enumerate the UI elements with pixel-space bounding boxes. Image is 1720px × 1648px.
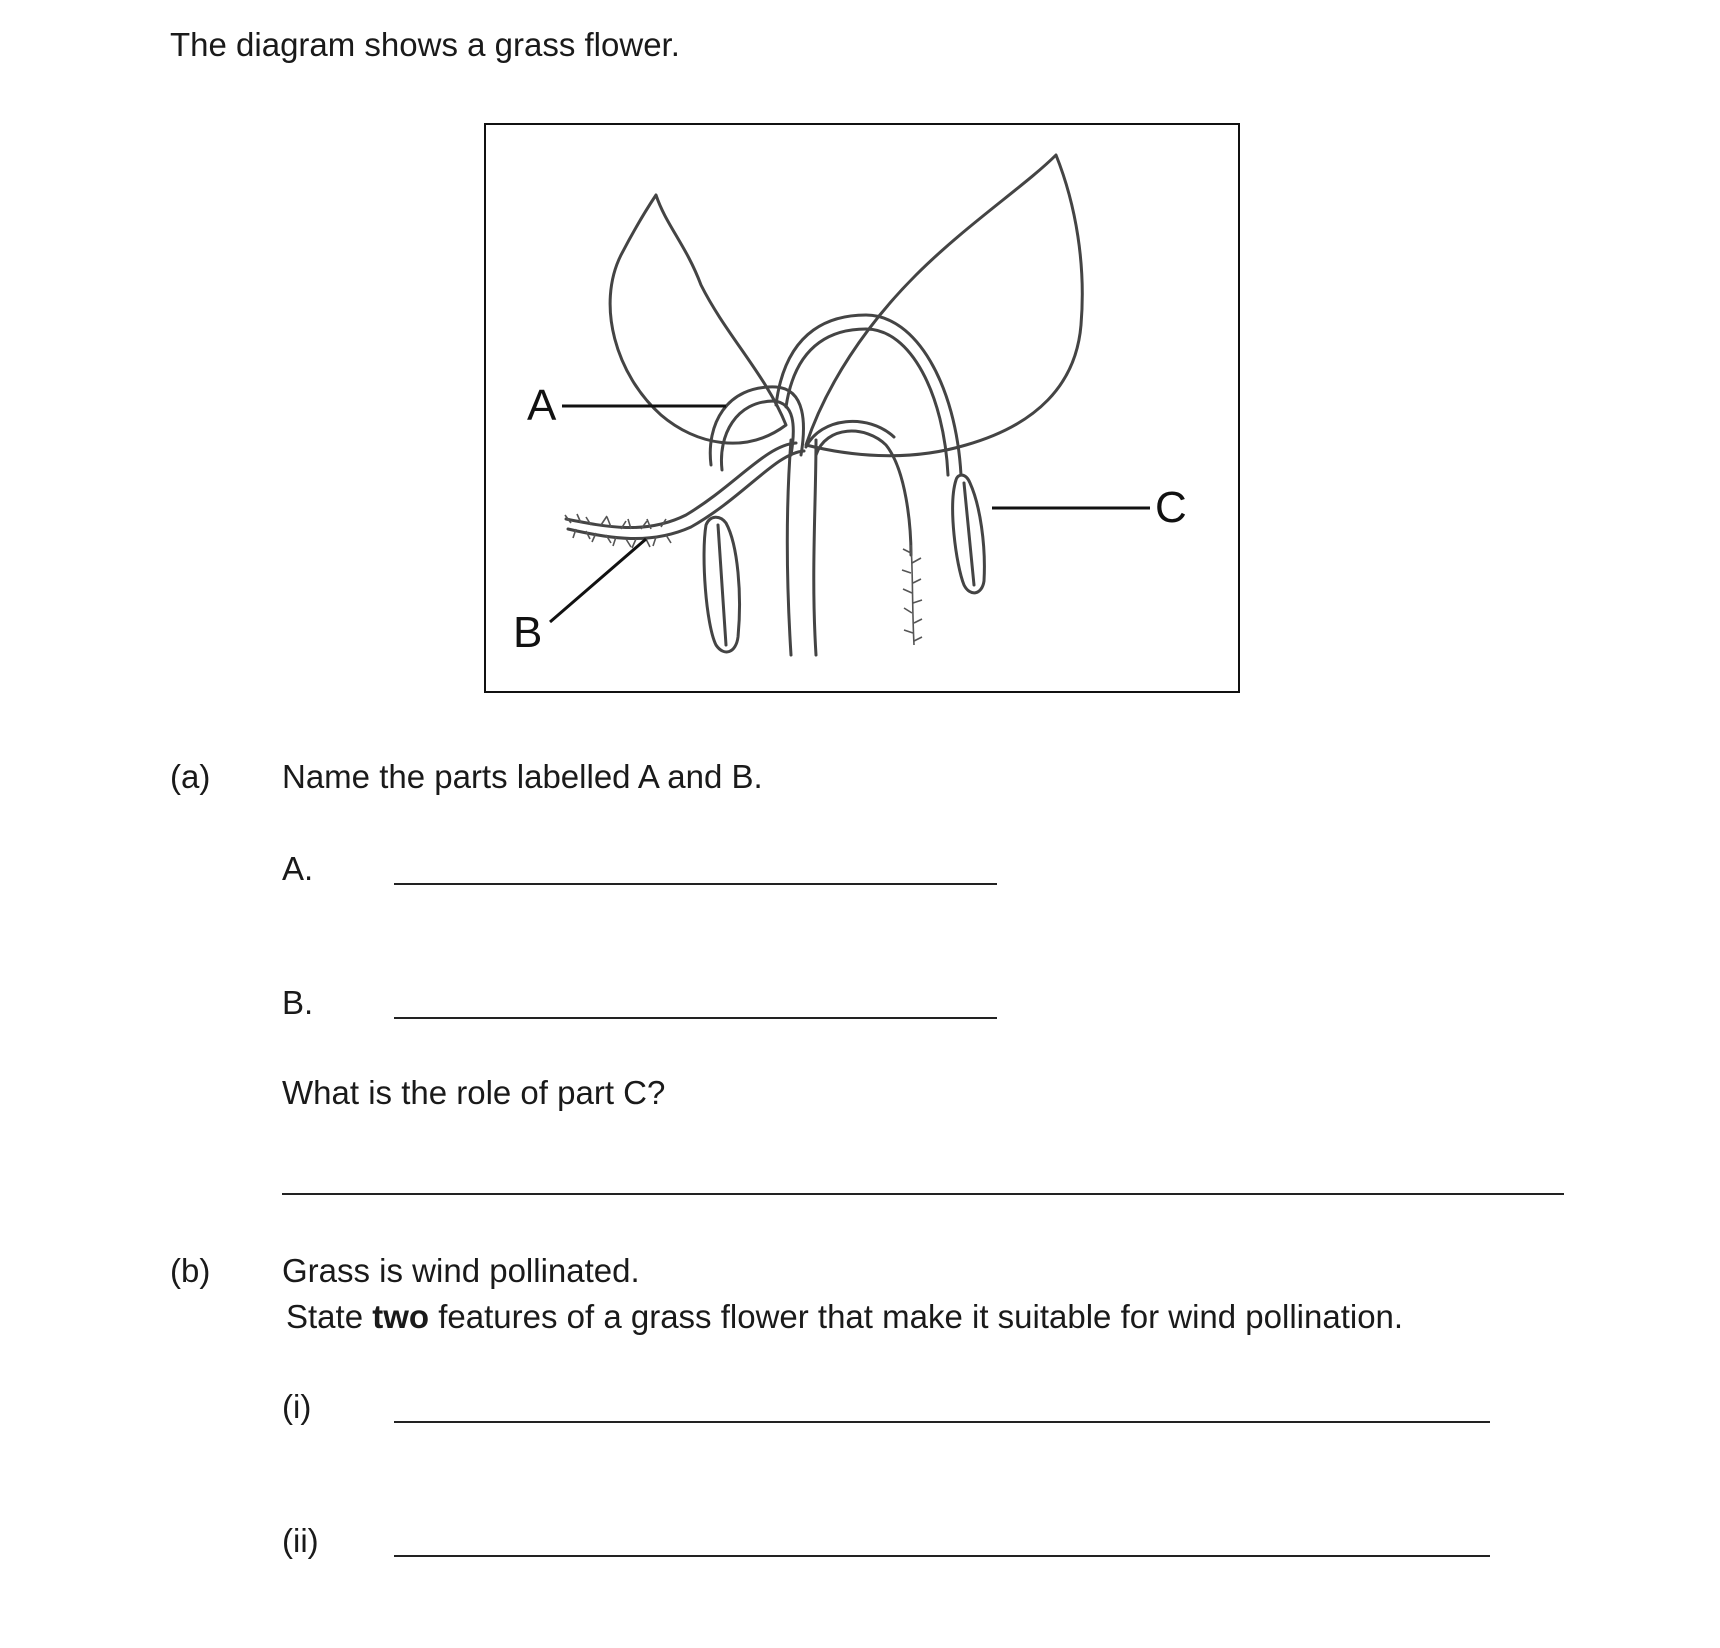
answer-c-line[interactable] [282,1193,1564,1195]
part-a-marker: (a) [170,758,211,795]
grass-flower-diagram-icon [486,125,1238,691]
label-b: B [513,608,543,657]
answer-b-label: B. [282,984,314,1021]
item-ii-label: (ii) [282,1522,319,1559]
answer-ii-line[interactable] [394,1555,1490,1557]
item-i-label: (i) [282,1388,312,1425]
label-a: A [527,381,557,430]
intro-text: The diagram shows a grass flower. [170,26,680,63]
part-b-line2-bold: two [372,1298,430,1335]
question-c: What is the role of part C? [282,1074,666,1111]
grass-flower-figure [484,123,1240,693]
label-c: C [1155,483,1187,532]
answer-a-label: A. [282,850,314,887]
part-b-line2-before: State [286,1298,373,1335]
answer-b-line[interactable] [394,1017,997,1019]
part-b-line1: Grass is wind pollinated. [282,1252,640,1289]
part-b-marker: (b) [170,1252,211,1289]
part-b-line2-after: features of a grass flower that make it suitable for wind pollination. [429,1298,1404,1335]
answer-i-line[interactable] [394,1421,1490,1423]
part-a-prompt: Name the parts labelled A and B. [282,758,763,795]
answer-a-line[interactable] [394,883,997,885]
part-b-line2 [286,1300,1403,1333]
